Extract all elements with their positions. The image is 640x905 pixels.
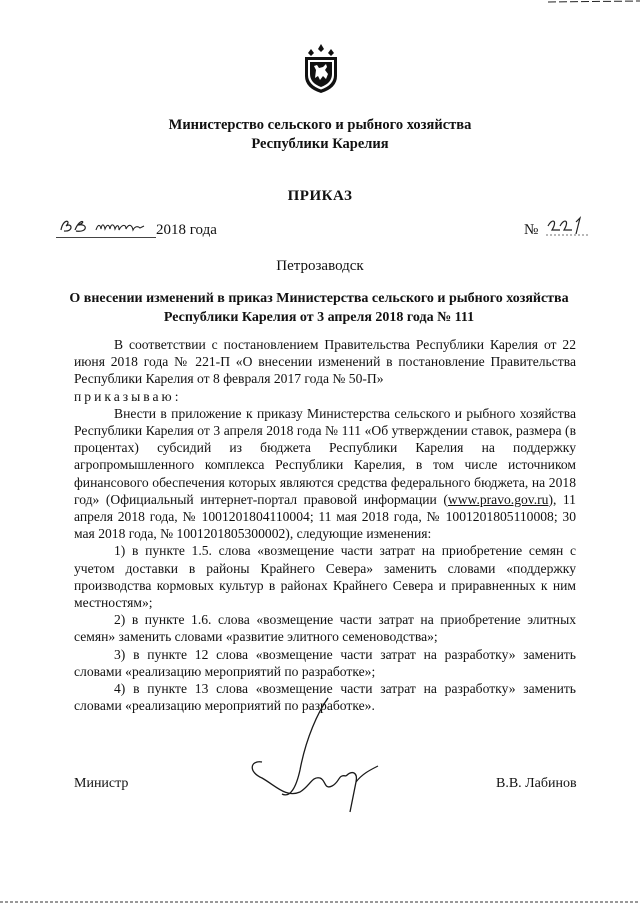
- pravo-gov-link[interactable]: www.pravo.gov.ru: [447, 491, 549, 507]
- subject-line2: Республики Карелия от 3 апреля 2018 года № 111: [163, 310, 475, 325]
- subject-line1: О внесении изменений в приказ Министерства сельского и рыбного хозяйства: [69, 291, 569, 306]
- signatory-position: Министр: [74, 776, 129, 791]
- karelia-coat-of-arms-icon: [301, 42, 341, 94]
- date-number-row: [56, 218, 586, 240]
- handwritten-number: [546, 216, 590, 238]
- number-label: №: [524, 222, 539, 238]
- amendment-paragraph: [74, 405, 576, 543]
- order-body: [74, 336, 576, 714]
- intro-paragraph: В соответствии с постановлением Правительства Республики Карелия от 22 июня 2018 года № 221-П «О внесении изменений в постановление Правительства Республики Карелия от 8 февраля 2017 года № 50-П»: [74, 337, 576, 387]
- document-title: ПРИКАЗ: [287, 188, 353, 204]
- handwritten-signature: [240, 690, 390, 830]
- year-text: 2018 года: [156, 222, 217, 238]
- handwritten-date: [58, 214, 150, 236]
- amendment-item-1: 1) в пункте 1.5. слова «возмещение части затрат на приобретение семян с учетом доставки в районы Крайнего Севера» заменить словами «поддержку производства кормовых культур в районах Крайнего Севера и приравненных к ним местностям»;: [74, 543, 576, 611]
- amendment-item-2: 2) в пункте 1.6. слова «возмещение части затрат на приобретение элитных семян» заменить словами «развитие элитного семеноводства»;: [74, 612, 576, 645]
- amendment-text-part2: ), 11 апреля 2018 года, № 1001201804110004; 11 мая 2018 года, № 1001201805110008; 30 мая 2018 года, № 1001201805300002), следующие изменения:: [74, 491, 576, 542]
- ministry-name-line1: Министерство сельского и рыбного хозяйства: [168, 117, 472, 133]
- amendment-item-4: 4) в пункте 13 слова «возмещение части затрат на разработку» заменить словами «реализацию мероприятий по разработке».: [74, 681, 576, 714]
- signatory-name: В.В. Лабинов: [496, 776, 577, 791]
- amendment-item-3: 3) в пункте 12 слова «возмещение части затрат на разработку» заменить словами «реализацию мероприятий по разработке»;: [74, 646, 576, 679]
- date-underline: [56, 237, 156, 238]
- city-name: Петрозаводск: [276, 258, 364, 274]
- order-subject: [62, 289, 576, 327]
- amendment-text-part1: Внести в приложение к приказу Министерства сельского и рыбного хозяйства Республики Карелия от 3 апреля 2018 года № 111 «Об утверждении ставок, размера (в процентах) субсидий из бюджета Республики Карелия на поддержку агропромышленного комплекса Республики Карелия, в том числе источником финансового обеспечения которых являются средства федерального бюджета, на 2018 год» (Официальный интернет-портал правовой информации (: [74, 405, 576, 507]
- ministry-header: [0, 116, 640, 154]
- order-word: приказываю:: [74, 388, 182, 404]
- ministry-name-line2: Республики Карелия: [251, 136, 389, 152]
- scan-corner-mark: [548, 0, 640, 4]
- scan-bottom-edge: [0, 898, 640, 905]
